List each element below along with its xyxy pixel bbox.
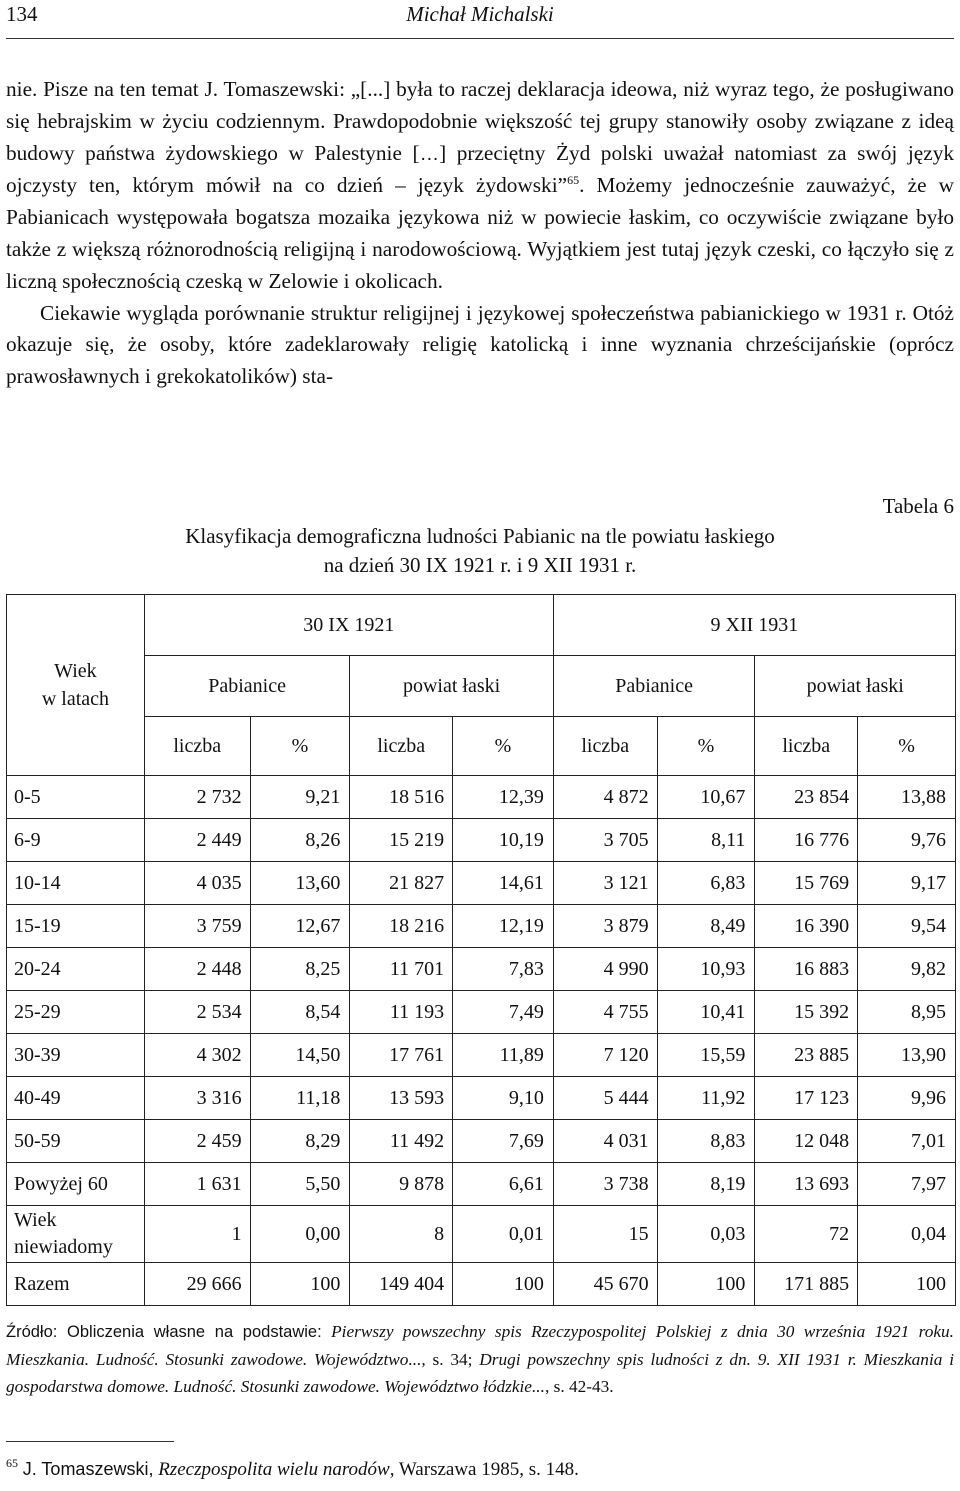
measure-header: %: [453, 717, 554, 776]
count-cell: 23 854: [755, 776, 858, 819]
percent-cell: 0,01: [453, 1206, 554, 1263]
measure-header: %: [250, 717, 350, 776]
header-row-periods: [7, 595, 956, 656]
age-group-cell: 0-5: [7, 776, 145, 819]
percent-cell: 10,67: [657, 776, 755, 819]
table-row: [7, 991, 956, 1034]
table-row: [7, 862, 956, 905]
measure-header: liczba: [553, 717, 657, 776]
percent-cell: 0,03: [657, 1206, 755, 1263]
table-row: [7, 1034, 956, 1077]
table-row: [7, 948, 956, 991]
count-cell: 7 120: [553, 1034, 657, 1077]
table-row: [7, 1077, 956, 1120]
count-cell: 2 449: [144, 819, 250, 862]
percent-cell: 10,19: [453, 819, 554, 862]
source-ref-2-pages: , s. 42-43.: [544, 1377, 614, 1396]
area-header: Pabianice: [553, 656, 755, 717]
count-cell: 8: [350, 1206, 453, 1263]
percent-cell: 100: [250, 1263, 350, 1306]
percent-cell: 0,04: [858, 1206, 956, 1263]
footnote-rest: , Warszawa 1985, s. 148.: [389, 1459, 579, 1480]
count-cell: 13 693: [755, 1163, 858, 1206]
age-group-cell: 20-24: [7, 948, 145, 991]
age-group-cell: 15-19: [7, 905, 145, 948]
page-number: 134: [6, 2, 38, 26]
count-cell: 16 390: [755, 905, 858, 948]
count-cell: 15 769: [755, 862, 858, 905]
paragraph-1: [6, 74, 954, 298]
table-row: [7, 1163, 956, 1206]
count-cell: 13 593: [350, 1077, 453, 1120]
age-group-cell: 30-39: [7, 1034, 145, 1077]
percent-cell: 13,60: [250, 862, 350, 905]
table-body: [7, 776, 956, 1306]
header-row-measures: [7, 717, 956, 776]
count-cell: 9 878: [350, 1163, 453, 1206]
table-row: [7, 1263, 956, 1306]
source-ref-1-pages: , s. 34;: [421, 1350, 473, 1369]
count-cell: 2 459: [144, 1120, 250, 1163]
percent-cell: 12,39: [453, 776, 554, 819]
body-text: [6, 74, 954, 393]
table-row: [7, 1206, 956, 1263]
age-column-header: [7, 595, 145, 776]
running-head-author: Michał Michalski: [406, 2, 554, 26]
percent-cell: 7,69: [453, 1120, 554, 1163]
paragraph-1-part-1: nie. Pisze na ten temat J. Tomaszewski: „[...] była to raczej deklaracja ideowa, niż wyraz tego, że posługiwano się hebrajskim w życiu codziennym. Prawdopodobnie większość tej grupy stanowiły osoby związane z ideą budowy państwa żydowskiego w Palestynie [: [6, 77, 954, 165]
area-header: powiat łaski: [350, 656, 554, 717]
percent-cell: 8,49: [657, 905, 755, 948]
measure-header: %: [657, 717, 755, 776]
age-group-cell: [7, 1206, 145, 1263]
count-cell: 2 732: [144, 776, 250, 819]
count-cell: 17 761: [350, 1034, 453, 1077]
table-title: [0, 522, 960, 580]
table-title-line-1: Klasyfikacja demograficzna ludności Pabianic na tle powiatu łaskiego: [185, 524, 775, 548]
age-header-line-2: w latach: [41, 688, 110, 710]
count-cell: 3 705: [553, 819, 657, 862]
ellipsis-gap: …: [419, 142, 440, 165]
count-cell: 2 534: [144, 991, 250, 1034]
table-row: [7, 905, 956, 948]
count-cell: 4 035: [144, 862, 250, 905]
source-ref-1: Pierwszy powszechny spis Rzeczypospolitej Polskiej z dnia 30 września 1921 roku. Mieszkania. Ludność. Stosunki zawodowe. Województwo...: [6, 1322, 954, 1369]
table-row: [7, 776, 956, 819]
age-group-cell: Razem: [7, 1263, 145, 1306]
count-cell: 23 885: [755, 1034, 858, 1077]
percent-cell: 8,26: [250, 819, 350, 862]
count-cell: 45 670: [553, 1263, 657, 1306]
source-ref-2: Drugi powszechny spis ludności z dn. 9. XII 1931 r. Mieszkania i gospodarstwa domowe. Ludność. Stosunki zawodowe. Województwo łódzkie...: [6, 1350, 954, 1396]
count-cell: 72: [755, 1206, 858, 1263]
count-cell: 3 316: [144, 1077, 250, 1120]
count-cell: 1: [144, 1206, 250, 1263]
source-label: Źródło: Obliczenia własne na podstawie:: [6, 1323, 322, 1341]
percent-cell: 13,88: [858, 776, 956, 819]
percent-cell: 10,41: [657, 991, 755, 1034]
percent-cell: 9,82: [858, 948, 956, 991]
percent-cell: 7,01: [858, 1120, 956, 1163]
demographic-table: [6, 594, 956, 1306]
count-cell: 4 302: [144, 1034, 250, 1077]
count-cell: 11 193: [350, 991, 453, 1034]
percent-cell: 9,54: [858, 905, 956, 948]
percent-cell: 8,25: [250, 948, 350, 991]
count-cell: 15 392: [755, 991, 858, 1034]
age-group-cell: 6-9: [7, 819, 145, 862]
percent-cell: 8,95: [858, 991, 956, 1034]
count-cell: 21 827: [350, 862, 453, 905]
age-group-cell: 10-14: [7, 862, 145, 905]
source-note: [6, 1318, 954, 1400]
area-header: Pabianice: [144, 656, 350, 717]
period-header: 9 XII 1931: [553, 595, 955, 656]
count-cell: 17 123: [755, 1077, 858, 1120]
count-cell: 18 216: [350, 905, 453, 948]
paragraph-2: Ciekawie wygląda porównanie struktur religijnej i językowej społeczeństwa pabianickiego w 1931 r. Otóż okazuje się, że osoby, które zadeklarowały religię katolicką i inne wyznania chrześcijańskie (oprócz prawosławnych i grekokatolików) sta-: [6, 300, 954, 389]
percent-cell: 10,93: [657, 948, 755, 991]
footnote-divider: [6, 1441, 174, 1442]
footnote-author: J. Tomaszewski,: [22, 1459, 154, 1479]
age-group-cell: Powyżej 60: [7, 1163, 145, 1206]
percent-cell: 9,96: [858, 1077, 956, 1120]
measure-header: liczba: [350, 717, 453, 776]
percent-cell: 100: [453, 1263, 554, 1306]
percent-cell: 9,10: [453, 1077, 554, 1120]
table-title-line-2: na dzień 30 IX 1921 r. i 9 XII 1931 r.: [323, 553, 637, 577]
percent-cell: 15,59: [657, 1034, 755, 1077]
count-cell: 15 219: [350, 819, 453, 862]
footnote: [6, 1456, 579, 1481]
paragraph-1-part-3: . Możemy jednocześnie zauważyć, że w Pabianicach występowała bogatsza mozaika językowa niż w powiecie łaskim, co oczywiście związane było także z większą różnorodnością religijną i narodowościową. Wyjątkiem jest tutaj język czeski, co łączyło się z liczną społecznością czeską w Zelowie i okolicach.: [6, 173, 954, 293]
percent-cell: 6,61: [453, 1163, 554, 1206]
percent-cell: 7,83: [453, 948, 554, 991]
count-cell: 3 759: [144, 905, 250, 948]
percent-cell: 8,29: [250, 1120, 350, 1163]
count-cell: 4 031: [553, 1120, 657, 1163]
percent-cell: 11,89: [453, 1034, 554, 1077]
count-cell: 4 990: [553, 948, 657, 991]
percent-cell: 8,11: [657, 819, 755, 862]
count-cell: 29 666: [144, 1263, 250, 1306]
count-cell: 16 776: [755, 819, 858, 862]
percent-cell: 12,67: [250, 905, 350, 948]
percent-cell: 5,50: [250, 1163, 350, 1206]
count-cell: 1 631: [144, 1163, 250, 1206]
percent-cell: 12,19: [453, 905, 554, 948]
count-cell: 4 872: [553, 776, 657, 819]
count-cell: 18 516: [350, 776, 453, 819]
percent-cell: 11,18: [250, 1077, 350, 1120]
table-number: Tabela 6: [882, 494, 954, 518]
percent-cell: 7,97: [858, 1163, 956, 1206]
area-header: powiat łaski: [755, 656, 956, 717]
percent-cell: 8,54: [250, 991, 350, 1034]
count-cell: 16 883: [755, 948, 858, 991]
count-cell: 15: [553, 1206, 657, 1263]
count-cell: 11 492: [350, 1120, 453, 1163]
percent-cell: 9,21: [250, 776, 350, 819]
percent-cell: 100: [657, 1263, 755, 1306]
count-cell: 149 404: [350, 1263, 453, 1306]
percent-cell: 8,83: [657, 1120, 755, 1163]
percent-cell: 14,61: [453, 862, 554, 905]
count-cell: 11 701: [350, 948, 453, 991]
measure-header: liczba: [144, 717, 250, 776]
percent-cell: 9,17: [858, 862, 956, 905]
age-group-line-2: niewiadomy: [14, 1236, 113, 1258]
count-cell: 3 121: [553, 862, 657, 905]
count-cell: 12 048: [755, 1120, 858, 1163]
percent-cell: 0,00: [250, 1206, 350, 1263]
count-cell: 3 879: [553, 905, 657, 948]
percent-cell: 14,50: [250, 1034, 350, 1077]
footnote-title: Rzeczpospolita wielu narodów: [158, 1459, 390, 1480]
age-group-cell: 50-59: [7, 1120, 145, 1163]
footnote-number: 65: [6, 1456, 18, 1470]
percent-cell: 100: [858, 1263, 956, 1306]
percent-cell: 8,19: [657, 1163, 755, 1206]
count-cell: 4 755: [553, 991, 657, 1034]
footnote-reference: 65: [567, 173, 580, 188]
age-group-cell: 40-49: [7, 1077, 145, 1120]
table-row: [7, 819, 956, 862]
measure-header: %: [858, 717, 956, 776]
count-cell: 2 448: [144, 948, 250, 991]
header-row-areas: [7, 656, 956, 717]
paragraph-1-part-2: ] przeciętny Żyd polski uważał natomiast za swój język ojczysty ten, którym mówił na co dzień – język żydowski”: [6, 140, 954, 198]
count-cell: 171 885: [755, 1263, 858, 1306]
age-group-line-1: Wiek: [14, 1209, 57, 1231]
measure-header: liczba: [755, 717, 858, 776]
age-header-line-1: Wiek: [54, 660, 97, 682]
count-cell: 3 738: [553, 1163, 657, 1206]
percent-cell: 6,83: [657, 862, 755, 905]
percent-cell: 9,76: [858, 819, 956, 862]
table-row: [7, 1120, 956, 1163]
age-group-cell: 25-29: [7, 991, 145, 1034]
percent-cell: 11,92: [657, 1077, 755, 1120]
percent-cell: 7,49: [453, 991, 554, 1034]
percent-cell: 13,90: [858, 1034, 956, 1077]
period-header: 30 IX 1921: [144, 595, 553, 656]
count-cell: 5 444: [553, 1077, 657, 1120]
running-header: [6, 0, 954, 39]
